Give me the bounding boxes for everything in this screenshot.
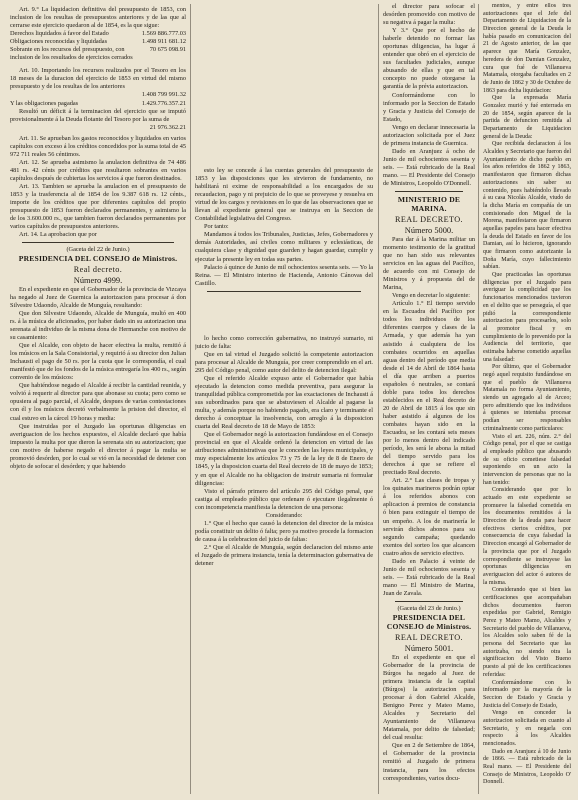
article-paragraph: Art. 11. Se aprueban los gastos reconocidos y liquidados en varios capítulos con exceso á los créditos concedidos por la suma total de 45 972 711 reales 56 céntimos.: [10, 134, 186, 158]
article-paragraph: esto ley se concede á las cuentas generales del presupuesto de 1853 y las disposiciones que les sirvieron de fundamento, no habilitará ni exime de responsabilidad a los encargados de su recaudacion, pago y ni prejuicio de lo que se proveyese y resuelva en virtud de los cargos y revisiones en lo que de las observaciones que se llevan al expediente general que se instruya en la Seccion de Contabilidad legislativa del Congreso.: [195, 167, 373, 223]
decree-paragraph: Que el Alcalde, con objeto de hacer efectiva la multa, remitió á los músicos en la Sala Consistorial, y requirió á su director don Julian Inchausti el pago de 50 rs. por la cuota que le correspondía, el cual manifestó que de los fondos de la música entregaría los 400 rs., según convenio de los músicos:: [10, 342, 186, 382]
decree-paragraph: Y 3.° Que por el hecho de haberle detenido no formar las oportunas diligencias, ha lugar á entender que obró en el ejercicio de sus facultades judiciales, aunque abusando de ellas y que en tal concepto no puede otorgarse la garantía de la prévia autorizacion.: [383, 27, 475, 91]
decree-paragraph: Artículo 1.° El tiempo servido en la Escuadra del Pacífico por todos los individuos de los diferentes cuerpos y clases de la Armada, y que además ha yan asistido á cualquiera de los combates ocurridos en aquellas aguas dentro del período que media desde el 14 de Abril de 1864 hasta el día que arriben a puertos españoles ó neutrales, se contará doble para todos los derechos establecidos en el Real decreto de 20 de Abril de 1815 á los que sin haber asistido á algunos de los combates hayan sido en la Escuadra, se les contará seis meses por lo menos dentro del indicado período, les será le abona la mitad del tiempo servido para los derechos á que se refiere el precitado Real decreto.: [383, 300, 475, 477]
decree-paragraph: Que el referido Alcalde expuso ante el Gobernador que había ejecutado la detencion como medida preventiva, para asegurar la tranquilidad pública comprometida por las exactaciones de Inchausti á sus subordinados para que se abstuviesen el Alcalde al pagarse la multa, y además porque no habiendo pagado, era claro y terminante el derecho á conceptuar la insolvencia, con arreglo á la disposicion cuarta del Real decreto de 18 de Mayo de 1853:: [195, 374, 373, 431]
decree-paragraph: Que recibida declaracion á los Alcaldes y Secretario que fueron del Ayuntamiento de dicho pueblo en los años referidos de 1862 y 1863, manifestaron que firmaron dichas autorizaciones sin saber su contenido, pues habiéndolo llevado á su casa Nicolás Alcalde, viudo de la dicha María en compañía de un comisionado don Miguel de la Morena, manifestaron que firmaron aquellas papeles para hacer efectiva la deuda del Estado en favor de los Damian, así lo hicieron, ignorando que firmaron como autorizante la Doña María, cuyo fallecimiento sabían.: [483, 141, 571, 271]
decree-paragraph: Dado en Palacio á veinte de Junio de mil ochocientos sesenta y seis. — Está rubricado de la Real mano — El Ministro de Marina, Juan de Zavala.: [383, 557, 475, 597]
column-1: [10, 3, 186, 796]
decree-paragraph: Que instruidas por el Juzgado las oportunas diligencias en averiguacion de los hechos expuestos, el Alcalde declaró que había impuesto la multa por que dieron la serenata sin su autorizacion; que con motivo de haberse negado el director á pagar la multa se promovió desórden, por lo cual se vió en la necesidad de detener con objeto de sofocar el desórden; y que habiendo: [10, 422, 186, 470]
art10-text: Art. 10. Importando los recursos realizados por el Tesoro en los 18 meses de la duracion del ejercicio de 1853 en virtud del mismo presupuesto y de los resultas de los anteriores: [10, 67, 186, 91]
article-paragraph: Art. 13. Tambien se aprueba la anulacion en el presupuesto de 1853 y la trasferencia al de 1854 de los 9.387 618 rs. 12 cénts., importe de los créditos que por diferentes capítulos del propio presupuesto de 1853 fueron declarados permanentes, y asimismo la de los 3.600.000 rs., que tambien fueron declarados permanentes por varios capítulos de presupuestos anteriores.: [10, 182, 186, 231]
decree-paragraph: Vengo en conceder la autorizacion solicitada en cuanto al Secretario, y en negarla con respecto á los Alcaldes mencionados.: [483, 710, 571, 747]
divider: [395, 601, 463, 602]
decree-paragraph: Art. 2.° Las clases de tropas y los quinates marineros podrán optar á los referidos abonos con aplicacion á premios de constancia ó bien para extinguir el tiempo de un empeño. A los de marinería le servirán dichos abonos para su segundo campaña; quedando exentos del sorteo los que alcancen cuatro años de servicio efectivo.: [383, 477, 475, 557]
decree-paragraph: mentos, y entre ellos tres autorizaciones que el Jefe del Departamento de Liquidacion de la Direccion general de la Deuda le había pasado en comunicacion del 21 de Agosto anterior, de las que aparece que María Gonzalez, heredera de don Damian Gonzalez, cura que fué de Villanueva Matamala, otorgaba facultades en 2 de Junio de 1862 y 30 de Octubre de 1863 para dicha liquidacion:: [483, 3, 571, 94]
decree-paragraph: Visto el art. 226, núm. 2.° del Código penal, por el que se castiga al empleado público que abusando de su oficio cometiese falsedad suponiendo en un acto la intervencion de personas que no la han tenido:: [483, 433, 571, 486]
decree-paragraph: Considerando que si bien las certificaciones que acompañaban dichos documentos fueron expedidas por Gabriel, Remigio Perez y Mateo Mamo, Alcaldes y Secretario del pueblo de Villanueva, los Alcaldes solo saben fé de la persona del Secretario que las autorizaba, no siendo otra la significacion del Visto Bueno puesto al pié de los certificaciones referidas:: [483, 587, 571, 678]
art10-row: 1.408 799 991.32: [141, 91, 186, 99]
budget-row: Obligaciones reconocidas y liquidadas 1.498 911 681.12: [10, 38, 186, 46]
decree-paragraph: Conformándome con lo informado por la Seccion de Estado y Gracia y Justicia del Consejo de Estado,: [383, 91, 475, 123]
decree-number: Número 4999.: [73, 275, 123, 285]
decree-paragraph: Que en 2 de Setiembre de 1864, el Gobernador de la provincia remitió al Juzgado de primera instancia, para los efectos correspondientes, varios docu-: [383, 742, 475, 782]
decree-paragraph: Por último, que el Gobernador negó aquel requisito fundándose en que el pueblo de Villanueva Matamala no forma Ayuntamiento, siendo un agregado al de Arceo; pero admitiendo que los individuos á quienes se intentaba procesar podían ser responsables criminalmente como particulares:: [483, 364, 571, 432]
budget-block: [10, 6, 186, 62]
decree-paragraph: Considerando:: [265, 511, 303, 519]
column-rule: [190, 4, 191, 794]
decree-title: Real decreto.: [73, 264, 123, 274]
decree-paragraph: Que en tal virtud el Juzgado solicitó la competente autorizacion para procesar al Alcalde de Munguía, por creer comprendido en el art. 295 del Código penal, como autor del delito de detencion ilegal:: [195, 350, 373, 374]
column-3: [383, 3, 475, 796]
art10-result-row: 21 976.362.21: [149, 123, 186, 131]
art10-result: Resultó un déficit á la terminacion del ejercicio que se imputó provisionalmente á la Deuda flotante del Tesoro por la suma de: [10, 107, 186, 123]
decree-paragraph: 1.° Que el hecho que causó la detencion del director de la música podía constituir un delito ó falta; pero ya motivo procede la formacion de causa á la celebracion del juicio de faltas:: [195, 519, 373, 543]
decree-paragraph: Que habiéndose negado el Alcalde á recibir la cantidad reunida, y volvió á requerir al director para que abonase su cuota; pero como se opusiera al pago parcial, el Alcalde, despues de varias contestaciones con él y los músicos decretó verbalmente la prision del director, el cual estuvo en la cárcel 19 horas y media:: [10, 382, 186, 422]
ministry-heading: PRESIDENCIA DEL CONSEJO de Ministros.: [386, 613, 472, 632]
decree-paragraph: Para dar á la Marina militar un momento testimonio de la gratitud que no han sido sus relevantes servicios en las aguas del Pacífico, de acuerdo con mi Consejo de Ministros y á propuesta del de Marina,: [383, 235, 475, 292]
decree-paragraph: Dado en Aranjuez á ocho de Junio de mil ochocientos sesenta y seis. — Está rubricado de la Real mano. — El Presidente del Consejo de Ministros, Leopoldo O'Donnell.: [383, 147, 475, 188]
budget-row: Derechos liquidados á favor del Estado 1.569 886.777.03: [10, 30, 186, 38]
divider: [22, 242, 174, 243]
decree-paragraph: Considerando que por lo actuado en este expediente se promueve la falsedad cometida en los documentos remitidos á la Direccion de la deuda para hacer efectivos ciertos créditos, por consecuencia de cuya falsedad la Direccion encargó al Gobernador de la provincia que por el Juzgado correspondiente se instruyese las oportunas diligencias en averiguacion del actor ó autores de la misma.: [483, 487, 571, 586]
gazette-date: (Gaceta del 22 de Junio.): [66, 246, 130, 254]
decree-paragraph: el director para sofocar el desórden promovido con motivo de su negativa á pagar la multa:: [383, 3, 475, 27]
divider: [395, 191, 463, 192]
decree-paragraph: Conformándome con lo informado por la mayoría de la Seccion de Estado y Gracia y Justicia del Consejo de Estado,: [483, 679, 571, 709]
decree-paragraph: En el expediente en que el Gobernador de la provincia de Búrgos ha negado al Juez de primera instancia de la capital (Búrgos) la autorizacion para procesar á don Gabriel Alcalde, Benigno Perez y Mateo Mamo, Alcaldes y Secretario del Ayuntamiento de Villanueva Matamala, por delito de falsedad; del cual resulta:: [383, 653, 475, 742]
ministry-heading: MINISTERIO DE MARINA.: [397, 195, 461, 214]
art9-intro: Art. 9.° La liquidacion definitiva del presupuesto de 1853, con inclusion de los resultas de presupuestos anteriores y de las que al cerrarse este ejercicio quedaron al de 1854, es la que sigue:: [10, 6, 186, 30]
article-paragraph: Art. 14. La aprobacion que por: [19, 231, 97, 239]
gazette-date: (Gaceta del 23 de Junio.): [397, 605, 461, 612]
column-rule: [378, 4, 379, 794]
column-4: [483, 3, 571, 796]
decree-paragraph: Visto el párrafo primero del artículo 295 del Código penal, que castiga al empleado público que ordenare ó ejecutare ilegalmente ó con incompetencia manifiesta la detencion de una persona:: [195, 487, 373, 511]
divider: [207, 291, 361, 292]
decree-paragraph: Que don Silvestre Udaondo, Alcalde de Munguía, multó en 400 rs. á la música de aficionados, por haber dado sin su autorizacion una serenata al individuo de la misma dona de Hermanche con motivo de su casamiento:: [10, 309, 186, 342]
column-rule: [478, 4, 479, 794]
art10-row: Y las obligaciones pagadas 1.429.776.357.21: [10, 99, 186, 107]
decree-paragraph: En el expediente en que el Gobernador de la provincia de Vizcaya ha negado al Juez de Guernica la autorizacion para procesar á don Silvestre Udaondo, Alcalde de Munguía, resultando:: [10, 285, 186, 309]
decree-title: REAL DECRETO.: [395, 214, 463, 224]
decree-paragraph: Dado en Aranjuez á 10 de Junio de 1866. — Está rubricado de la Real mano. — El Presidente del Consejo de Ministros, Leopoldo O' Donnell.: [483, 748, 571, 786]
decree-number: Número 5001.: [404, 643, 454, 653]
decree-paragraph: 2.° Que el Alcalde de Munguía, según declaracion del mismo ante el Juzgado de primera instancia, tenía la determinacion gubernativa de detener: [195, 543, 373, 568]
article-paragraph: Por tanto:: [204, 223, 229, 231]
decree-paragraph: Vengo en decretar lo siguiente:: [392, 292, 470, 300]
decree-paragraph: Que el Gobernador negó la autorizacion fundándose en el Consejo provincial en que el Alcalde ordenó la detencion en virtud de las atribuciones administrativas que le conceden las leyes municipales, y muy especialmente los artículos 73 y 75 de la ley de 8 de Enero de 1845, y la disposicion cuarta del Real decreto de 18 de mayo de 1853; y en que el Alcalde no ha obligacion de instruir sumaria ni formular diligencias:: [195, 431, 373, 487]
decree-paragraph: lo hecho como corrección gubernativa, no instruyó sumario, ni juicio de falta:: [195, 334, 373, 350]
column-2: [195, 3, 373, 796]
decree-paragraph: Que practicadas las oportunas diligencias por el Juzgado para averiguar la complicidad que los funcionarios mencionados tuvieron en el delito que se perseguía, el que pidió la correspondiente autorizacion para procesarlos, solo al promotor fiscal y en cumplimiento de lo prevenido por la Audiencia del territorio, que estimaba haberse cometido aquellas una falsedad:: [483, 272, 571, 363]
decree-paragraph: Que la expresada María Gonzalez murió y fué enterrada en 20 de 1854, según aparece de la partida de defuncion remitida al Departamento de Liquidacion general de la Deuda:: [483, 95, 571, 140]
decree-number: Número 5000.: [404, 225, 454, 235]
article-paragraph: Palacio á quince de Junio de mil ochocientos sesenta seis. — Yo la Reina. — El Ministro interino de Hacienda, Antonio Cánovas del Castillo.: [195, 263, 373, 287]
article-paragraph: Mandamos á todos los Tribunales, Justicias, Jefes, Gobernadores y demás Autoridades, así civiles como militares y eclesiásticas, de cualquiera clase y dignidad que guarden y hagan guardar, cumplir y ejecutar la presente ley en todas sus partes.: [195, 231, 373, 263]
decree-paragraph: Vengo en declarar innecesaria la autorizacion solicitada por el Juez de primera instancia de Guernica.: [383, 123, 475, 147]
budget-row: Sobrante en los recursos del presupuesto, con inclusion de los resultados de ejercicios cerrados 70 675 098.91: [10, 46, 186, 62]
article-paragraph: Art. 12. Se aprueba asimismo la anulacion definitiva de 74 486 481 rs. 42 cénts por créditos que resultaron sobrantes en varios capítulos después de cubiertas los servicios á que fueron destinados.: [10, 158, 186, 182]
ministry-heading: PRESIDENCIA DEL CONSEJO de Ministros.: [18, 254, 178, 264]
decree-title: REAL DECRETO.: [395, 632, 463, 642]
